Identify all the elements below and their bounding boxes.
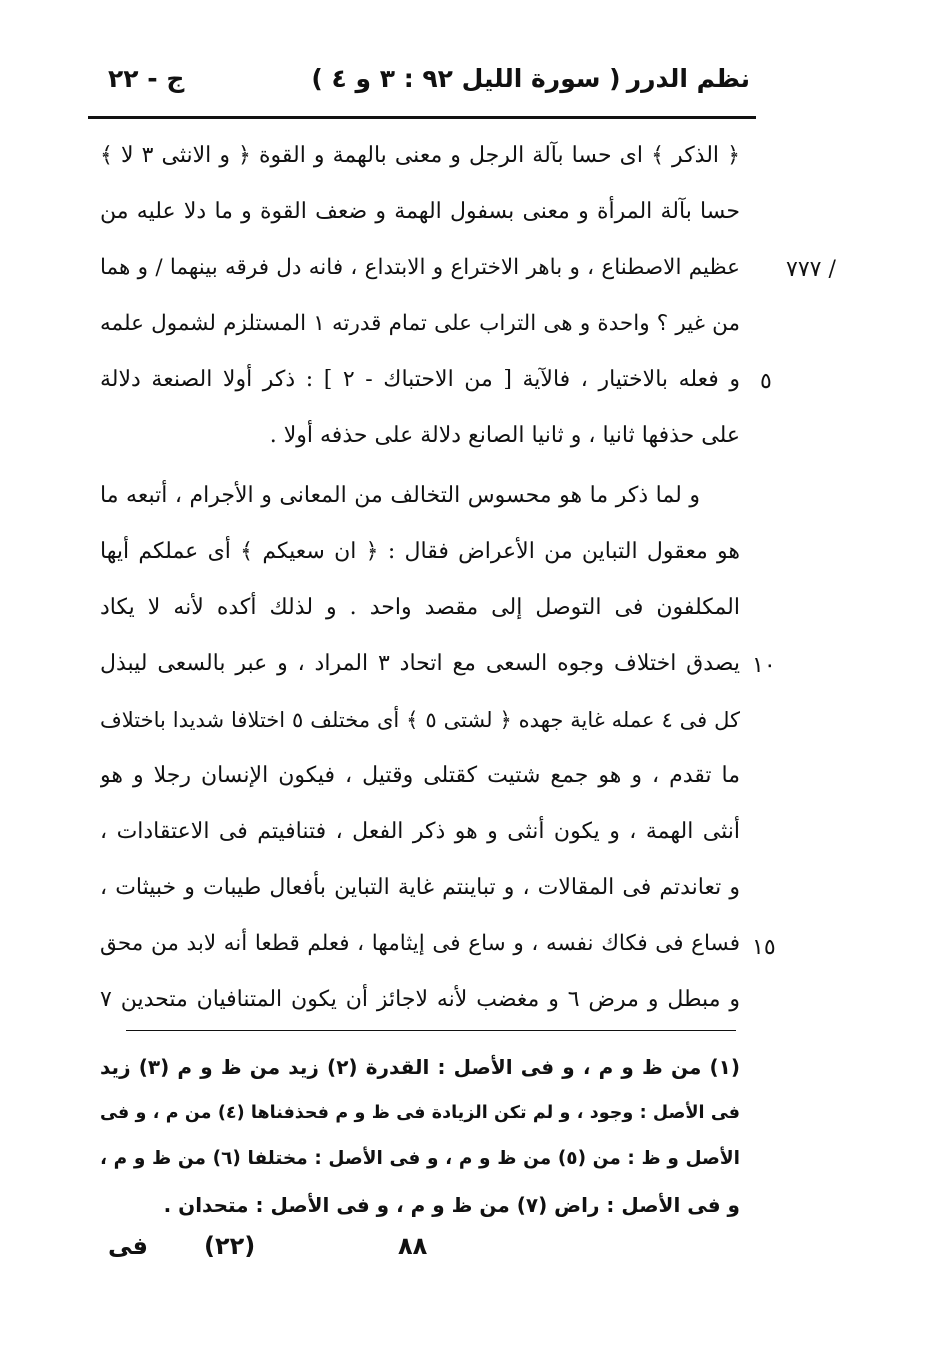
page-number: ٨٨ <box>398 1232 428 1260</box>
signature-number: (٢٢) <box>204 1232 256 1260</box>
text-line: يصدق اختلاف وجوه السعى مع اتحاد ٣ المراد ، و عبر بالسعى ليبذل <box>100 651 740 676</box>
text-line: كل فى ٤ عمله غاية جهده ﴿ لشتى ٥ ﴾ أى مختلف ٥ اختلافا شديدا باختلاف <box>100 708 740 732</box>
footnote-rule <box>126 1030 736 1031</box>
footnote-line: (١) من ظ و م ، و فى الأصل : القدرة (٢) زيد من ظ و م (٣) زيد <box>100 1055 740 1079</box>
manuscript-folio-number: ٧٧٧ / <box>786 257 836 282</box>
running-title: نظم الدرر <box>626 64 750 93</box>
text-line: ما تقدم ، و هو جمع شتيت كقتلى وقتيل ، فيكون الإنسان رجلا و هو <box>100 763 740 788</box>
surah-reference: ( سورة الليل ٩٢ : ٣ و ٤ ) <box>311 64 621 93</box>
text-line: المكلفون فى التوصل إلى مقصد واحد . و لذلك أكده لأنه لا يكاد <box>100 595 740 620</box>
text-line: من غير ؟ واحدة و هى التراب على تمام قدرته ١ المستلزم لشمول علمه <box>100 311 740 336</box>
line-number-15: ١٥ <box>752 935 776 960</box>
footnote-line: الأصل و ظ : من (٥) من ظ و م ، و فى الأصل : مختلفا (٦) من ظ و م ، <box>100 1148 740 1169</box>
line-number-5: ٥ <box>760 369 772 394</box>
text-line: أنثى الهمة ، و يكون أنثى و هو ذكر الفعل ، فتنافيتم فى الاعتقادات ، <box>100 819 740 844</box>
footnote-line: و فى الأصل : راض (٧) من ظ و م ، و فى الأصل : متحدان . <box>163 1193 740 1217</box>
text-line: و تعاندتم فى المقالات ، و تباينتم غاية التباين بأفعال طيبات و خبيثات ، <box>100 875 740 900</box>
text-line: حسا بآلة المرأة و معنى بسفول الهمة و ضعف القوة و ما دلا عليه من <box>100 199 740 224</box>
text-line: و فعله بالاختيار ، فالآية [ من الاحتباك - ٢ ] : ذكر أولا الصنعة دلالة <box>100 367 740 392</box>
catchword: فى <box>108 1232 148 1260</box>
text-line: ﴿ الذكر ﴾ اى حسا بآلة الرجل و معنى بالهمة و القوة ﴿ و الانثى ٣ لا ﴾ <box>100 143 740 168</box>
part-reference: ج - ٢٢ <box>108 64 185 93</box>
text-line: هو معقول التباين من الأعراض فقال : ﴿ ان سعيكم ﴾ أى عملكم أيها <box>100 539 740 564</box>
line-number-10: ١٠ <box>752 653 776 678</box>
text-line: عظيم الاصطناع ، و باهر الاختراع و الابتداع ، فانه دل فرقه بينهما / و هما <box>100 255 740 280</box>
text-line: فساع فى فكاك نفسه ، و ساع فى إيثامها ، فعلم قطعا أنه لابد من محق <box>100 931 740 956</box>
text-line: و مبطل و مرض ٦ و مغضب لأنه لاجائز أن يكون المتنافيان متحدين ٧ <box>100 987 740 1012</box>
text-line: على حذفها ثانيا ، و ثانيا الصانع دلالة على حذفه أولا . <box>269 423 740 448</box>
header-rule <box>88 116 756 119</box>
footnote-line: فى الأصل : وجود ، و لم تكن الزيادة فى ظ و م فحذفناها (٤) من م ، و فى <box>100 1103 740 1123</box>
text-line: و لما ذكر ما هو محسوس التخالف من المعانى و الأجرام ، أتبعه ما <box>100 483 700 508</box>
